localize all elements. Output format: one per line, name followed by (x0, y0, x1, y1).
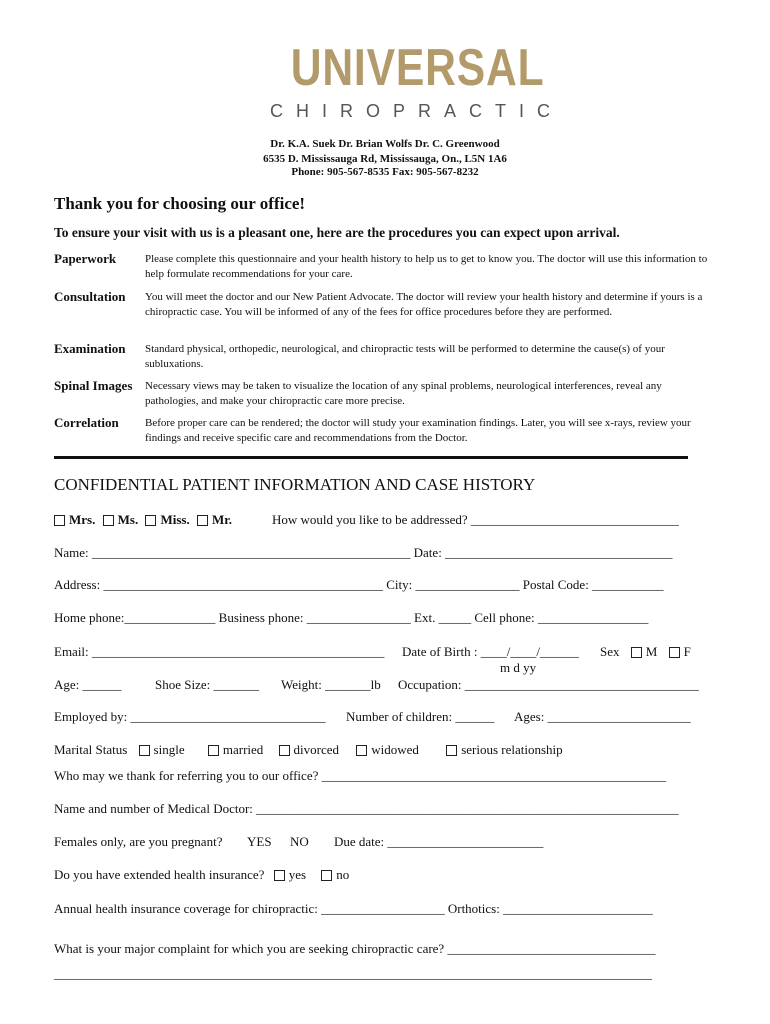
insurance-no-label: no (336, 867, 350, 882)
form-title: CONFIDENTIAL PATIENT INFORMATION AND CASE HISTORY (54, 475, 536, 494)
title-options (54, 512, 232, 528)
marital-divorced-checkbox[interactable] (279, 745, 290, 756)
complaint-field-continued[interactable]: ____________________________________________________________________________________________ (54, 966, 652, 981)
email-field[interactable]: Email: _____________________________________________ (54, 644, 385, 659)
intro-text: To ensure your visit with us is a pleasant one, here are the procedures you can expect upon arrival. (54, 225, 620, 240)
title-mrs-checkbox[interactable] (54, 515, 65, 526)
address-as-field[interactable]: How would you like to be addressed? ________________________________ (272, 512, 679, 527)
procedure-label: Examination (54, 341, 126, 356)
title-ms-checkbox[interactable] (103, 515, 114, 526)
marital-single-label: single (153, 742, 185, 757)
marital-widowed-label: widowed (371, 742, 419, 757)
due-date-field[interactable]: Due date: ________________________ (334, 834, 544, 849)
marital-widowed-checkbox[interactable] (356, 745, 367, 756)
insurance-yes-label: yes (288, 867, 307, 882)
referral-field[interactable]: Who may we thank for referring you to our office? _____________________________________________________ (54, 768, 667, 783)
name-date-field[interactable]: Name: _________________________________________________ Date: ___________________________________ (54, 545, 673, 560)
marital-label: Marital Status (54, 742, 128, 757)
address-field[interactable]: Address: ___________________________________________ City: ________________ Postal Code: ___________ (54, 577, 664, 592)
shoe-size-field[interactable]: Shoe Size: _______ (155, 677, 259, 692)
ages-field[interactable]: Ages: ______________________ (514, 709, 691, 724)
thank-you-heading: Thank you for choosing our office! (54, 194, 306, 213)
title-mr-label: Mr. (211, 512, 233, 527)
marital-relationship-label: serious relationship (461, 742, 563, 757)
marital-divorced-label: divorced (293, 742, 340, 757)
procedure-text: Standard physical, orthopedic, neurological, and chiropractic tests will be performed to determine the cause(s) of your subluxations. (145, 343, 665, 370)
logo-subtitle: CHIROPRACTIC (270, 101, 564, 121)
logo-wordmark: UNIVERSAL (290, 39, 545, 97)
title-mr-checkbox[interactable] (197, 515, 208, 526)
title-ms-label: Ms. (117, 512, 139, 527)
doctor-names: Dr. K.A. Suek Dr. Brian Wolfs Dr. C. Greenwood (270, 138, 500, 150)
procedure-label: Spinal Images (54, 378, 133, 393)
marital-relationship-checkbox[interactable] (446, 745, 457, 756)
marital-status-row (54, 742, 563, 758)
sex-options (600, 644, 691, 660)
insurance-yes-checkbox[interactable] (274, 870, 285, 881)
procedure-text: Necessary views may be taken to visualize the location of any spinal problems, neurological interferences, reveal any pathologies, and make your chiropractic care more precise. (145, 380, 662, 407)
procedure-text: Before proper care can be rendered; the doctor will study your examination findings. Later, you will see x-rays, review your findings and receive specific care and recommendations from the Doctor. (145, 417, 691, 444)
title-mrs-label: Mrs. (69, 512, 96, 527)
procedure-text: Please complete this questionnaire and your health history to help us to get to know you. The doctor will use this information to help formulate recommendations for your care. (145, 253, 708, 280)
sex-m-checkbox[interactable] (631, 647, 642, 658)
pregnant-no-option[interactable]: NO (290, 834, 309, 849)
clinic-phones: Phone: 905-567-8535 Fax: 905-567-8232 (291, 166, 479, 178)
sex-m-label: M (645, 644, 658, 659)
age-field[interactable]: Age: ______ (54, 677, 122, 692)
children-field[interactable]: Number of children: ______ (346, 709, 495, 724)
dob-format-hint: m d yy (500, 660, 537, 675)
extended-insurance-row (54, 867, 349, 883)
dob-field[interactable]: Date of Birth : ____/____/______ (402, 644, 579, 659)
coverage-field[interactable]: Annual health insurance coverage for chiropractic: ___________________ Orthotics: _______________________ (54, 901, 653, 916)
sex-label: Sex (600, 644, 620, 659)
extended-insurance-question: Do you have extended health insurance? (54, 867, 265, 882)
marital-married-checkbox[interactable] (208, 745, 219, 756)
marital-married-label: married (222, 742, 264, 757)
title-miss-checkbox[interactable] (145, 515, 156, 526)
title-miss-label: Miss. (160, 512, 190, 527)
medical-doctor-field[interactable]: Name and number of Medical Doctor: _________________________________________________________________ (54, 801, 679, 816)
sex-f-checkbox[interactable] (669, 647, 680, 658)
weight-field[interactable]: Weight: _______lb (281, 677, 381, 692)
clinic-logo (270, 38, 564, 128)
procedure-label: Paperwork (54, 251, 117, 266)
procedure-text: You will meet the doctor and our New Patient Advocate. The doctor will review your health history and determine if yours is a chiropractic case. You will be informed of any of the fees for office procedures before they are performed. (145, 291, 703, 318)
marital-single-checkbox[interactable] (139, 745, 150, 756)
employer-field[interactable]: Employed by: ______________________________ (54, 709, 326, 724)
pregnancy-question: Females only, are you pregnant? (54, 834, 223, 849)
procedure-label: Correlation (54, 415, 119, 430)
section-divider (54, 456, 688, 459)
phone-field[interactable]: Home phone:______________ Business phone: ________________ Ext. _____ Cell phone: _________________ (54, 610, 649, 625)
complaint-field[interactable]: What is your major complaint for which you are seeking chiropractic care? ________________________________ (54, 941, 656, 956)
clinic-address: 6535 D. Mississauga Rd, Mississauga, On., L5N 1A6 (263, 153, 507, 165)
insurance-no-checkbox[interactable] (321, 870, 332, 881)
occupation-field[interactable]: Occupation: ____________________________________ (398, 677, 699, 692)
procedure-label: Consultation (54, 289, 126, 304)
sex-f-label: F (683, 644, 691, 659)
pregnant-yes-option[interactable]: YES (247, 834, 272, 849)
